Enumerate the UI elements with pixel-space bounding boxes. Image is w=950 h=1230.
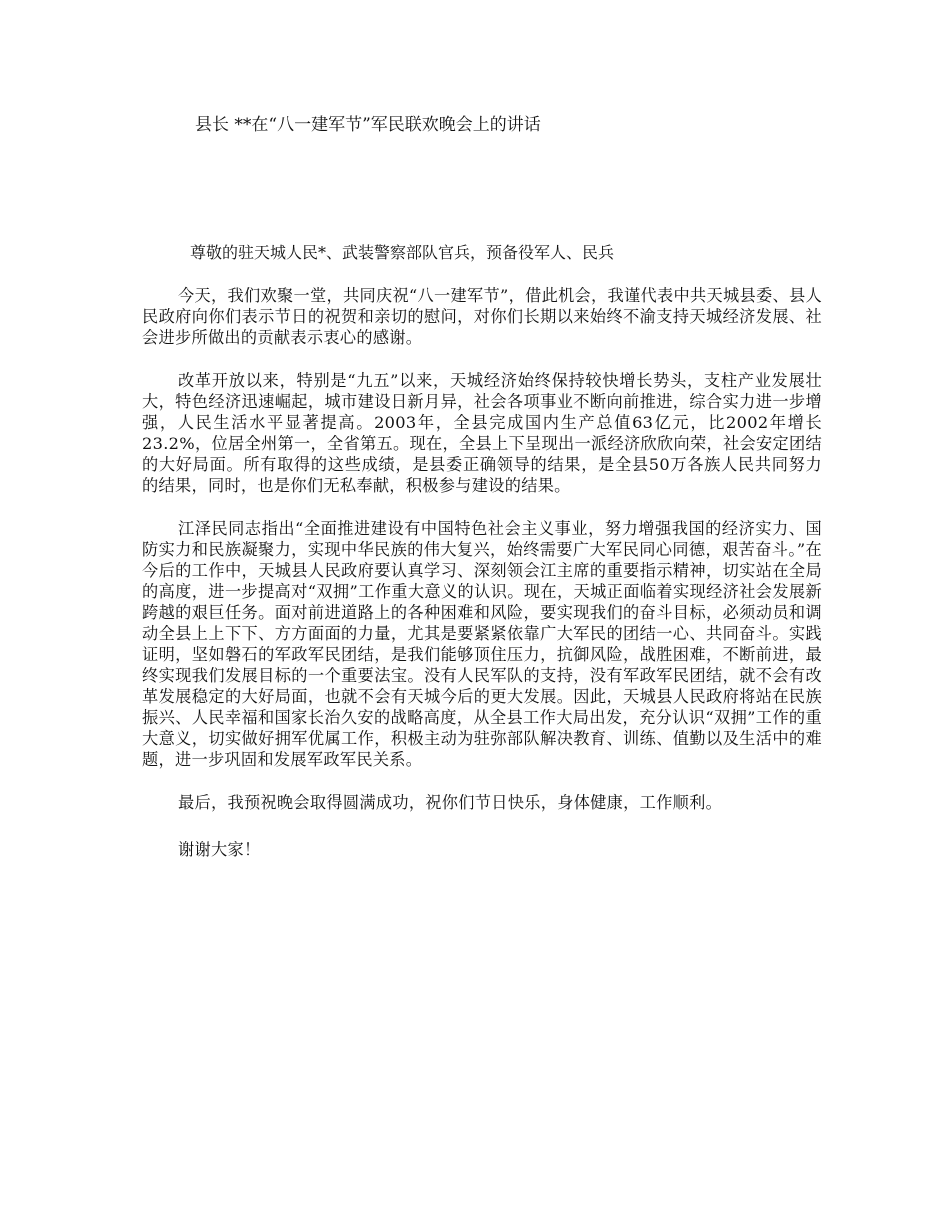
paragraph-achievements: 改革开放以来，特别是“九五”以来，天城经济始终保持较快增长势头，支柱产业发展壮大，特色经济迅速崛起，城市建设日新月异，社会各项事业不断向前推进，综合实力进一步增强，人民生活水平显著提高。2003年，全县完成国内生产总值63亿元，比2002年增长23.2%，位居全州第一，全省第五。现在，全县上下呈现出一派经济欣欣向荣，社会安定团结的大好局面。所有取得的这些成绩，是县委正确领导的结果，是全县50万各族人民共同努力的结果，同时，也是你们无私奉献，积极参与建设的结果。 — [142, 371, 822, 495]
salutation: 尊敬的驻天城人民*、武装警察部队官兵，预备役军人、民兵 — [190, 243, 615, 262]
paragraph-opening: 今天，我们欢聚一堂，共同庆祝“八一建军节”，借此机会，我谨代表中共天城县委、县人民政府向你们表示节日的祝贺和亲切的慰问，对你们长期以来始终不渝支持天城经济发展、社会进步所做出的贡献表示衷心的感谢。 — [142, 286, 822, 347]
speech-body — [142, 285, 822, 882]
document-title: 县长 **在“八一建军节”军民联欢晚会上的讲话 — [195, 115, 541, 135]
paragraph-unity: 江泽民同志指出“全面推进建设有中国特色社会主义事业，努力增强我国的经济实力、国防实力和民族凝聚力，实现中华民族的伟大复兴，始终需要广大军民同心同德，艰苦奋斗。”在今后的工作中，天城县人民政府要认真学习、深刻领会江主席的重要指示精神，切实站在全局的高度，进一步提高对“双拥”工作重大意义的认识。现在，天城正面临着实现经济社会发展新跨越的艰巨任务。面对前进道路上的各种困难和风险，要实现我们的奋斗目标，必须动员和调动全县上上下下、方方面面的力量，尤其是要紧紧依靠广大军民的团结一心、共同奋斗。实践证明，坚如磐石的军政军民团结，是我们能够顶住压力，抗御风险，战胜困难，不断前进，最终实现我们发展目标的一个重要法宝。没有人民军队的支持，没有军政军民团结，就不会有改革发展稳定的大好局面，也就不会有天城今后的更大发展。因此，天城县人民政府将站在民族振兴、人民幸福和国家长治久安的战略高度，从全县工作大局出发，充分认识“双拥”工作的重大意义，切实做好拥军优属工作，积极主动为驻弥部队解决教育、训练、值勤以及生活中的难题，进一步巩固和发展军政军民关系。 — [142, 519, 822, 769]
paragraph-thanks: 谢谢大家！ — [178, 840, 261, 859]
paragraph-wishes: 最后，我预祝晚会取得圆满成功，祝你们节日快乐，身体健康，工作顺利。 — [178, 793, 723, 812]
